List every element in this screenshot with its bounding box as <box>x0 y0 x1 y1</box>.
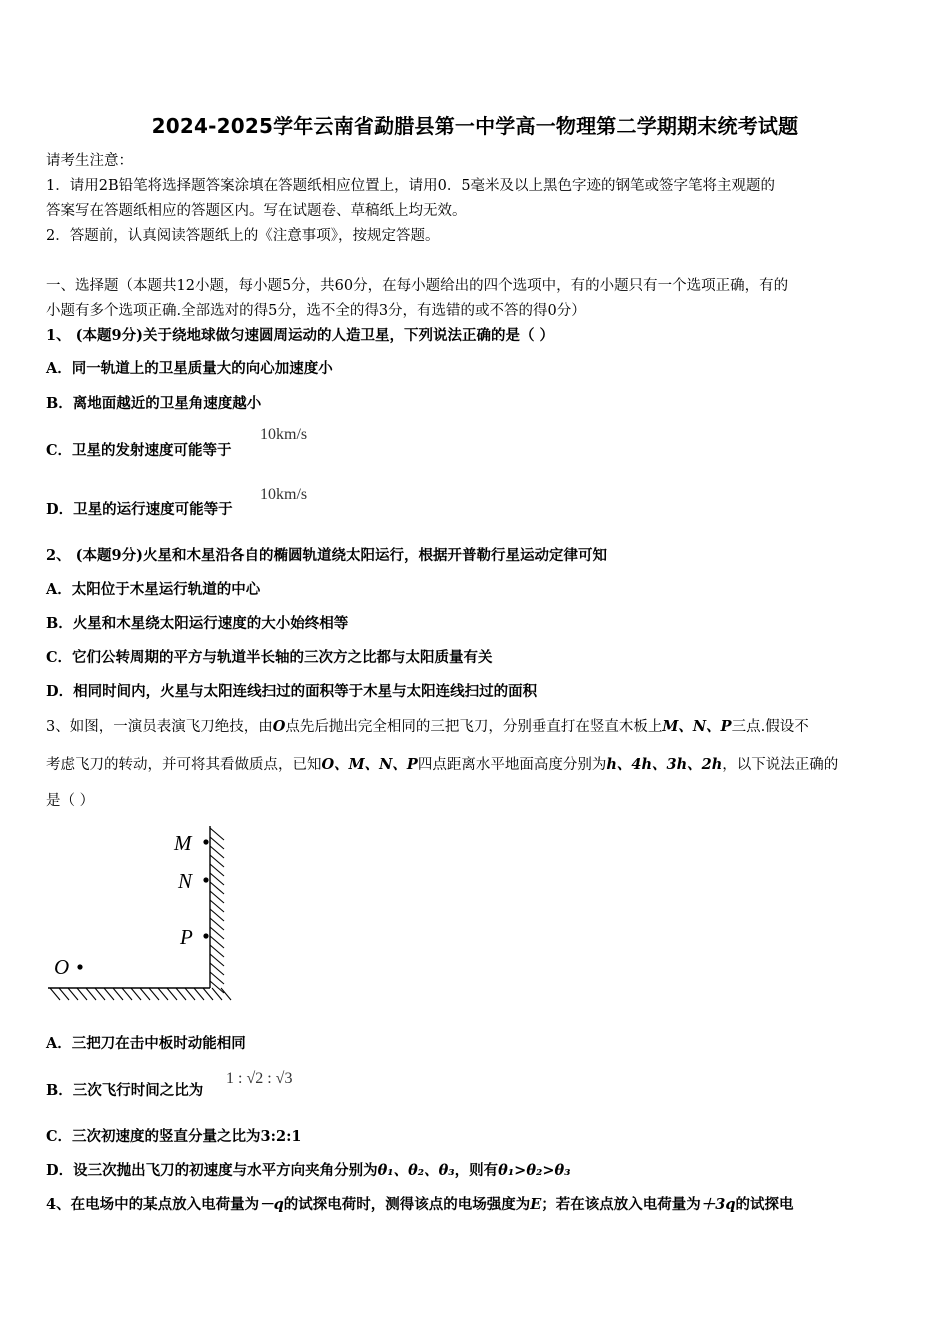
hatch-stroke <box>68 988 78 1000</box>
hatch-stroke <box>122 988 132 1000</box>
section-instructions-1: 一、选择题（本题共12小题，每小题5分，共60分，在每小题给出的四个选项中，有的小题只有一个选项正确，有的 <box>46 278 789 294</box>
q4-stem <box>46 1194 794 1216</box>
q2-option-d: D．相同时间内，火星与太阳连线扫过的面积等于木星与太阳连线扫过的面积 <box>46 683 538 700</box>
q3-stem1-post: 三点.假设不 <box>731 719 809 735</box>
q3-option-a: A．三把刀在击中板时动能相同 <box>46 1035 246 1052</box>
notice-item-1b: 答案写在答题纸相应的答题区内。写在试题卷、草稿纸上均无效。 <box>46 203 467 219</box>
notice-heading: 请考生注意： <box>46 153 133 169</box>
q3-option-d-mid: ，则有 <box>454 1162 499 1179</box>
q3-option-b: B．三次飞行时间之比为 <box>46 1082 204 1099</box>
q3-points-mnp: M、N、P <box>662 718 732 735</box>
q3-option-d-pre: D．设三次抛出飞刀的初速度与水平方向夹角分别为 <box>46 1162 378 1179</box>
hatch-stroke <box>176 988 186 1000</box>
q3-option-d <box>46 1160 571 1182</box>
q1-option-b: B．离地面越近的卫星角速度越小 <box>46 395 262 412</box>
hatch-stroke <box>185 988 195 1000</box>
notice-item-2: 2．答题前，认真阅读答题纸上的《注意事项》，按规定答题。 <box>46 228 440 244</box>
hatch-stroke <box>95 988 105 1000</box>
hatch-stroke <box>104 988 114 1000</box>
q1-option-c-unit: 10km/s <box>260 426 308 443</box>
q2-option-a: A．太阳位于木星运行轨道的中心 <box>46 581 261 598</box>
notice-item-1a: 1．请用2B铅笔将选择题答案涂填在答题纸相应位置上，请用0．5毫米及以上黑色字迹的钢笔或签字笔将主观题的 <box>46 178 776 194</box>
label-p: P <box>180 925 193 949</box>
point-o-dot <box>77 964 82 969</box>
ground-hatch <box>50 988 231 1000</box>
q1-stem: 1、 (本题9分)关于绕地球做匀速圆周运动的人造卫星，下列说法正确的是（ ） <box>46 327 554 344</box>
point-p-dot <box>203 933 208 938</box>
q3-stem2-post: ，以下说法正确的 <box>722 757 839 773</box>
q3-points-omnp: O、M、N、P <box>321 756 418 773</box>
q3-heights: h、4h、3h、2h <box>606 756 723 773</box>
hatch-stroke <box>194 988 204 1000</box>
hatch-stroke <box>59 988 69 1000</box>
q3-option-d-relation: θ₁>θ₂>θ₃ <box>498 1162 571 1179</box>
q2-option-c: C．它们公转周期的平方与轨道半长轴的三次方之比都与太阳质量有关 <box>46 649 493 666</box>
q4-stem-mid: 的试探电荷时，测得该点的电场强度为 <box>283 1196 531 1213</box>
q3-stem-line1 <box>46 716 809 738</box>
section-instructions-2: 小题有多个选项正确.全部选对的得5分，选不全的得3分，有选错的或不答的得0分） <box>46 303 586 319</box>
q3-stem-line2 <box>46 754 838 776</box>
q3-stem2-pre: 考虑飞刀的转动，并可将其看做质点，已知 <box>46 757 322 773</box>
q3-option-c: C．三次初速度的竖直分量之比为3:2:1 <box>46 1128 302 1145</box>
q4-stem-post: 的试探电 <box>735 1196 794 1213</box>
hatch-stroke <box>158 988 168 1000</box>
q3-stem2-mid: 四点距离水平地面高度分别为 <box>417 757 607 773</box>
hatch-stroke <box>131 988 141 1000</box>
vertical-hatch <box>210 828 224 993</box>
point-n-dot <box>203 877 208 882</box>
hatch-stroke <box>203 988 213 1000</box>
label-n: N <box>178 869 193 893</box>
q4-neg-q: －q <box>259 1196 284 1213</box>
hatch-stroke <box>140 988 150 1000</box>
q4-field-e: E <box>530 1196 542 1213</box>
page-title: 2024-2025学年云南省勐腊县第一中学高一物理第二学期期末统考试题 <box>151 114 799 138</box>
q3-figure <box>44 822 244 1012</box>
q3-option-d-angles: θ₁、θ₂、θ₃ <box>377 1162 455 1179</box>
label-m: M <box>174 831 192 855</box>
hatch-stroke <box>167 988 177 1000</box>
q1-option-d: D．卫星的运行速度可能等于 <box>46 501 233 518</box>
q3-point-o: O <box>272 718 286 735</box>
hatch-stroke <box>77 988 87 1000</box>
q4-pos-q: ＋3q <box>700 1196 736 1213</box>
hatch-stroke <box>113 988 123 1000</box>
q3-stem1-pre: 3、如图，一演员表演飞刀绝技，由 <box>46 719 273 735</box>
hatch-stroke <box>221 988 231 1000</box>
q4-stem-pre: 4、在电场中的某点放入电荷量为 <box>46 1196 260 1213</box>
q2-stem: 2、 (本题9分)火星和木星沿各自的椭圆轨道绕太阳运行，根据开普勒行星运动定律可知 <box>46 547 607 564</box>
q2-option-b: B．火星和木星绕太阳运行速度的大小始终相等 <box>46 615 349 632</box>
q1-option-d-unit: 10km/s <box>260 486 308 503</box>
hatch-stroke <box>86 988 96 1000</box>
q1-option-a: A．同一轨道上的卫星质量大的向心加速度小 <box>46 360 333 377</box>
q4-stem-mid2: ；若在该点放入电荷量为 <box>541 1196 701 1213</box>
q3-stem1-mid: 点先后抛出完全相同的三把飞刀，分别垂直打在竖直木板上 <box>285 719 663 735</box>
hatch-stroke <box>50 988 60 1000</box>
hatch-stroke <box>149 988 159 1000</box>
q3-stem-line3: 是（ ） <box>46 793 95 809</box>
point-m-dot <box>203 839 208 844</box>
q1-option-c: C．卫星的发射速度可能等于 <box>46 442 232 459</box>
q3-option-b-ratio: 1 : √2 : √3 <box>226 1070 293 1087</box>
label-o: O <box>54 955 70 979</box>
